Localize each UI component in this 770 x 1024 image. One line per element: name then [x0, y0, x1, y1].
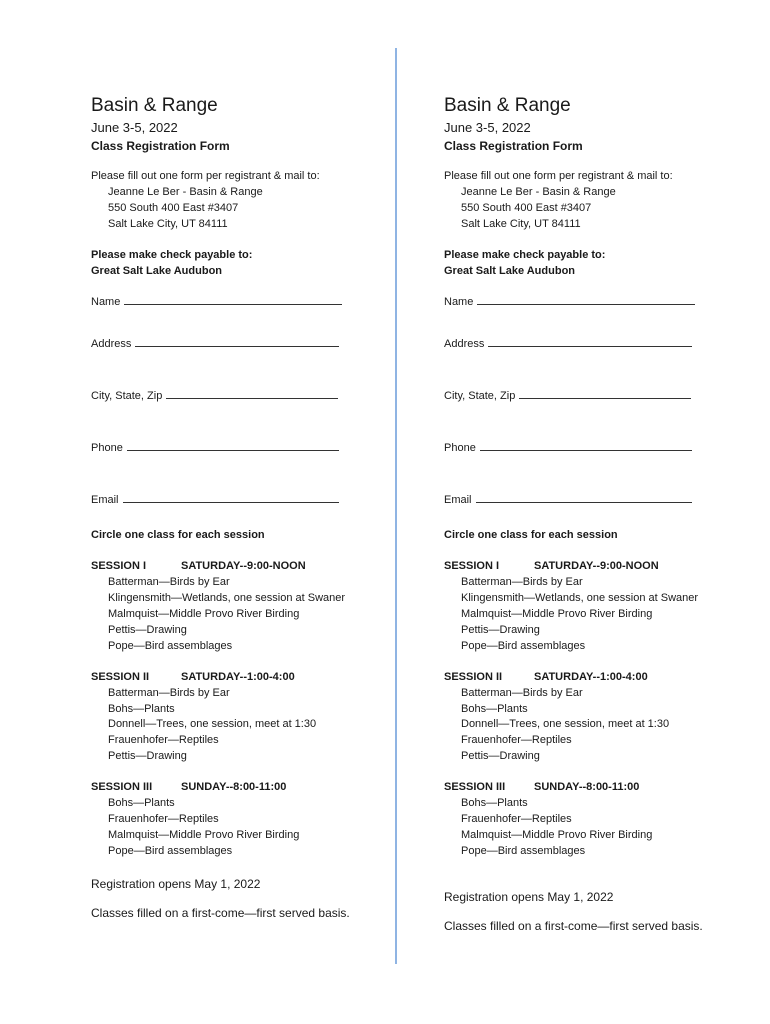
address-field-label: Address [91, 338, 132, 350]
form-name: Class Registration Form [91, 139, 230, 153]
class-option[interactable]: Donnell—Trees, one session, meet at 1:30 [461, 718, 670, 730]
class-option[interactable]: Batterman—Birds by Ear [108, 687, 230, 699]
session-time: SATURDAY--1:00-4:00 [181, 671, 295, 683]
session-label: SESSION II [91, 671, 150, 683]
class-option[interactable]: Malmquist—Middle Provo River Birding [461, 608, 653, 620]
class-option[interactable]: Batterman—Birds by Ear [461, 687, 583, 699]
address-field-label: Address [444, 338, 485, 350]
name-field-blank[interactable] [477, 295, 695, 305]
class-option[interactable]: Frauenhofer—Reptiles [461, 813, 572, 825]
class-option[interactable]: Klingensmith—Wetlands, one session at Swaner [108, 592, 346, 604]
class-option[interactable]: Batterman—Birds by Ear [461, 576, 583, 588]
city-state-zip-field [91, 389, 338, 402]
session-label: SESSION II [444, 671, 503, 683]
class-option[interactable]: Batterman—Birds by Ear [108, 576, 230, 588]
circle-class-instruction: Circle one class for each session [444, 529, 618, 541]
registration-form-right [444, 0, 744, 1024]
form-name: Class Registration Form [444, 139, 583, 153]
registration-form-left [91, 0, 391, 1024]
check-payable-org: Great Salt Lake Audubon [91, 265, 223, 277]
name-field [91, 295, 342, 308]
name-field-blank[interactable] [124, 295, 342, 305]
address-field [91, 337, 339, 350]
class-option[interactable]: Bohs—Plants [461, 703, 528, 715]
session-label: SESSION I [444, 560, 500, 572]
class-option[interactable]: Klingensmith—Wetlands, one session at Swaner [461, 592, 699, 604]
class-option[interactable]: Bohs—Plants [108, 703, 175, 715]
event-dates: June 3-5, 2022 [444, 120, 531, 135]
name-field-label: Name [91, 296, 121, 308]
mail-address-line: Salt Lake City, UT 84111 [461, 218, 581, 230]
phone-field-blank[interactable] [127, 441, 339, 451]
email-field [91, 493, 339, 506]
phone-field-label: Phone [91, 442, 123, 454]
email-field-label: Email [91, 494, 119, 506]
mail-address-line: 550 South 400 East #3407 [461, 202, 592, 214]
session-time: SUNDAY--8:00-11:00 [181, 781, 287, 793]
mail-instructions: Please fill out one form per registrant & mail to: [444, 170, 673, 182]
form-title: Basin & Range [444, 95, 571, 116]
city-state-zip-field [444, 389, 691, 402]
session-time: SUNDAY--8:00-11:00 [534, 781, 640, 793]
phone-field [91, 441, 339, 454]
class-option[interactable]: Donnell—Trees, one session, meet at 1:30 [108, 718, 317, 730]
class-option[interactable]: Pope—Bird assemblages [461, 640, 586, 652]
email-field-label: Email [444, 494, 472, 506]
city-state-zip-field-blank[interactable] [519, 389, 691, 399]
class-option[interactable]: Pettis—Drawing [461, 624, 540, 636]
email-field [444, 493, 692, 506]
phone-field-blank[interactable] [480, 441, 692, 451]
city-state-zip-field-blank[interactable] [166, 389, 338, 399]
class-option[interactable]: Pope—Bird assemblages [461, 845, 586, 857]
page-divider-line [395, 48, 397, 964]
phone-field-label: Phone [444, 442, 476, 454]
session-label: SESSION III [444, 781, 506, 793]
session-3-header [444, 781, 640, 793]
check-payable-org: Great Salt Lake Audubon [444, 265, 576, 277]
address-field-blank[interactable] [488, 337, 692, 347]
session-2-header [91, 671, 295, 683]
class-option[interactable]: Malmquist—Middle Provo River Birding [108, 608, 300, 620]
class-option[interactable]: Malmquist—Middle Provo River Birding [108, 829, 300, 841]
class-option[interactable]: Pope—Bird assemblages [108, 845, 233, 857]
registration-opens-note: Registration opens May 1, 2022 [444, 890, 614, 904]
check-payable-title: Please make check payable to: [91, 249, 253, 261]
mail-address-line: Jeanne Le Ber - Basin & Range [461, 186, 616, 198]
session-time: SATURDAY--9:00-NOON [181, 560, 306, 572]
class-option[interactable]: Frauenhofer—Reptiles [461, 734, 572, 746]
city-state-zip-field-label: City, State, Zip [444, 390, 516, 402]
name-field [444, 295, 695, 308]
mail-address-line: Salt Lake City, UT 84111 [108, 218, 228, 230]
name-field-label: Name [444, 296, 474, 308]
address-field [444, 337, 692, 350]
registration-opens-note: Registration opens May 1, 2022 [91, 877, 261, 891]
check-payable-title: Please make check payable to: [444, 249, 606, 261]
session-time: SATURDAY--1:00-4:00 [534, 671, 648, 683]
class-option[interactable]: Pettis—Drawing [108, 750, 187, 762]
class-option[interactable]: Bohs—Plants [108, 797, 175, 809]
class-option[interactable]: Pettis—Drawing [461, 750, 540, 762]
session-label: SESSION I [91, 560, 147, 572]
session-2-header [444, 671, 648, 683]
address-field-blank[interactable] [135, 337, 339, 347]
form-title: Basin & Range [91, 95, 218, 116]
session-label: SESSION III [91, 781, 153, 793]
class-option[interactable]: Frauenhofer—Reptiles [108, 813, 219, 825]
session-3-header [91, 781, 287, 793]
mail-address-line: Jeanne Le Ber - Basin & Range [108, 186, 263, 198]
session-1-header [444, 560, 659, 572]
session-time: SATURDAY--9:00-NOON [534, 560, 659, 572]
email-field-blank[interactable] [123, 493, 339, 503]
class-option[interactable]: Pettis—Drawing [108, 624, 187, 636]
class-option[interactable]: Bohs—Plants [461, 797, 528, 809]
mail-instructions: Please fill out one form per registrant & mail to: [91, 170, 320, 182]
email-field-blank[interactable] [476, 493, 692, 503]
session-1-header [91, 560, 306, 572]
class-option[interactable]: Malmquist—Middle Provo River Birding [461, 829, 653, 841]
class-option[interactable]: Pope—Bird assemblages [108, 640, 233, 652]
circle-class-instruction: Circle one class for each session [91, 529, 265, 541]
class-option[interactable]: Frauenhofer—Reptiles [108, 734, 219, 746]
mail-address-line: 550 South 400 East #3407 [108, 202, 239, 214]
first-come-note: Classes filled on a first-come—first served basis. [444, 919, 703, 933]
event-dates: June 3-5, 2022 [91, 120, 178, 135]
first-come-note: Classes filled on a first-come—first served basis. [91, 906, 350, 920]
phone-field [444, 441, 692, 454]
city-state-zip-field-label: City, State, Zip [91, 390, 163, 402]
